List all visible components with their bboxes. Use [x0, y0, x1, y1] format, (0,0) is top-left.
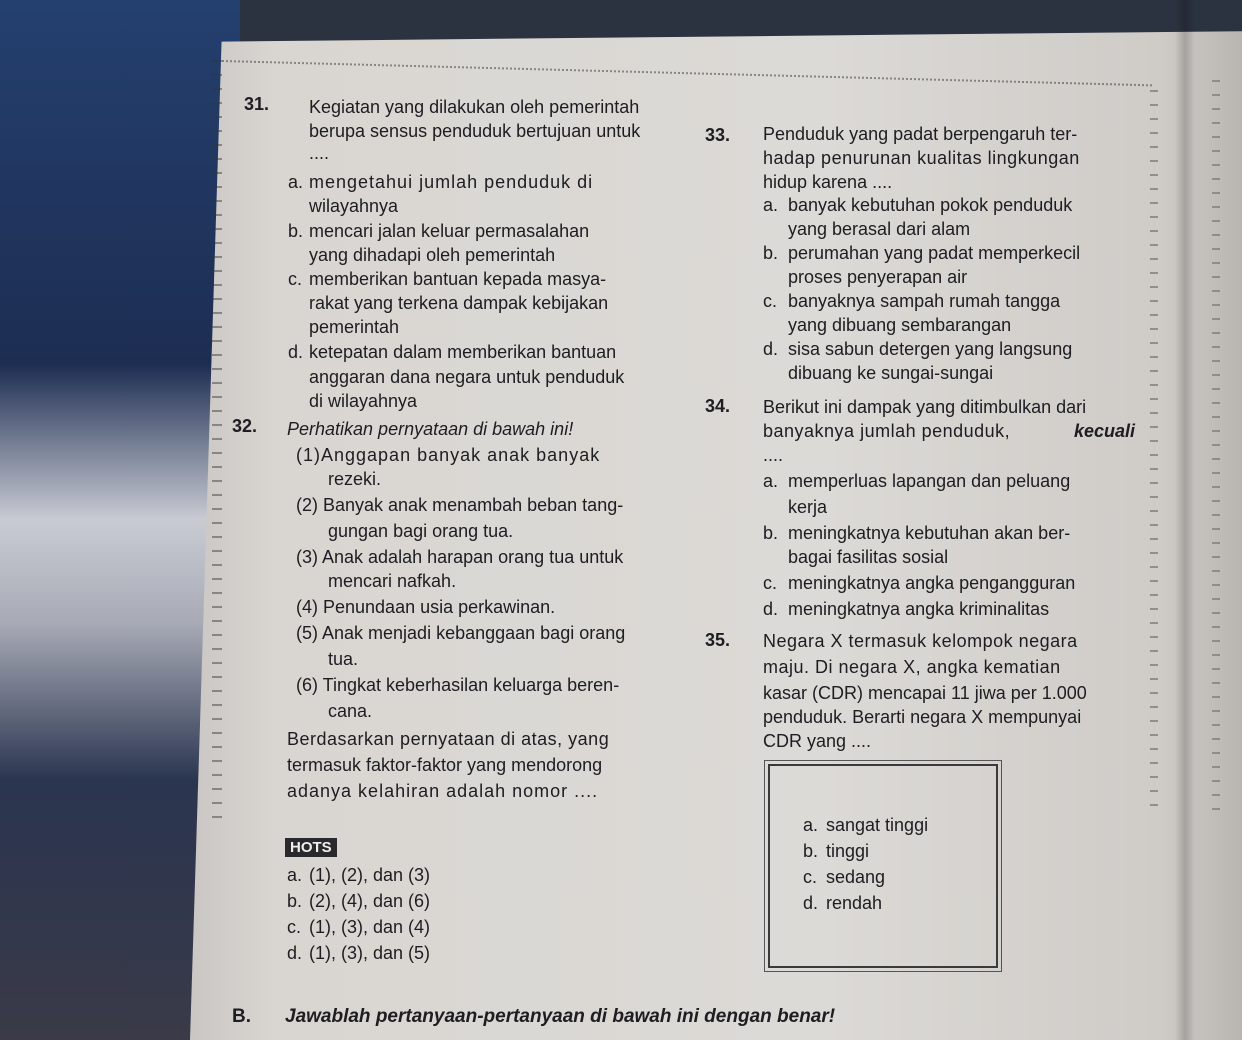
option-text: banyak kebutuhan pokok penduduk — [788, 195, 1073, 215]
option-text: sisa sabun detergen yang langsung — [788, 339, 1073, 359]
option-letter: d. — [803, 893, 819, 913]
option-text: yang dibuang sembarangan — [788, 315, 1012, 335]
option-text: mencari jalan keluar permasalahan — [309, 221, 590, 241]
question-stem-line: banyaknya jumlah penduduk, — [763, 421, 1011, 441]
question-number: 31. — [244, 94, 270, 114]
option-text: meningkatnya kebutuhan akan ber- — [788, 523, 1071, 543]
question-stem-line: kasar (CDR) mencapai 11 jiwa per 1.000 — [763, 683, 1087, 703]
option-letter: b. — [803, 841, 819, 861]
option-text: tinggi — [826, 841, 870, 861]
option-letter: c. — [287, 917, 302, 937]
question-line: Berdasarkan pernyataan di atas, yang — [287, 729, 610, 749]
option-text: meningkatnya angka kriminalitas — [788, 599, 1050, 619]
option-text: (1), (2), dan (3) — [309, 865, 431, 885]
question-stem-line: Penduduk yang padat berpengaruh ter- — [763, 124, 1078, 144]
option-text: anggaran dana negara untuk penduduk — [309, 367, 625, 387]
option-text: bagai fasilitas sosial — [788, 547, 949, 567]
question-number: 35. — [705, 630, 731, 650]
statement-line: mencari nafkah. — [328, 571, 457, 591]
statement-line: (2) Banyak anak menambah beban tang- — [296, 495, 624, 515]
option-text: (1), (3), dan (4) — [309, 917, 431, 937]
page-fold-shadow — [1175, 0, 1195, 1040]
option-text: sangat tinggi — [826, 815, 929, 835]
statement-line: gungan bagi orang tua. — [328, 521, 514, 541]
option-text: perumahan yang padat memperkecil — [788, 243, 1081, 263]
option-letter: a. — [803, 815, 819, 835]
option-letter: c. — [803, 867, 818, 887]
option-letter: d. — [287, 943, 303, 963]
decorative-border-next-page — [1212, 80, 1220, 820]
option-letter: d. — [288, 342, 304, 362]
statement-line: (3) Anak adalah harapan orang tua untuk — [296, 547, 624, 567]
question-stem-line: hadap penurunan kualitas lingkungan — [763, 148, 1080, 168]
option-letter: c. — [763, 291, 778, 311]
section-letter: B. — [232, 1006, 251, 1027]
option-letter: c. — [288, 269, 303, 289]
option-text: pemerintah — [309, 317, 400, 337]
question-line: termasuk faktor-faktor yang mendorong — [287, 755, 603, 775]
option-letter: c. — [763, 573, 778, 593]
option-text: kerja — [788, 497, 828, 517]
question-stem: Perhatikan pernyataan di bawah ini! — [287, 419, 574, 439]
statement-line: (1)Anggapan banyak anak banyak — [296, 445, 601, 465]
option-text: sedang — [826, 867, 886, 887]
statement-line: (4) Penundaan usia perkawinan. — [296, 597, 556, 617]
question-stem-line: Berikut ini dampak yang ditimbulkan dari — [763, 397, 1087, 417]
option-text: ketepatan dalam memberikan bantuan — [309, 342, 617, 362]
statement-line: tua. — [328, 649, 359, 669]
decorative-border-right — [1150, 90, 1158, 810]
option-text: meningkatnya angka pengangguran — [788, 573, 1076, 593]
option-text: rendah — [826, 893, 883, 913]
question-number: 33. — [705, 125, 731, 145]
option-letter: a. — [763, 471, 779, 491]
option-text: banyaknya sampah rumah tangga — [788, 291, 1061, 311]
option-letter: b. — [288, 221, 304, 241]
option-letter: d. — [763, 339, 779, 359]
option-text: (1), (3), dan (5) — [309, 943, 431, 963]
option-letter: a. — [288, 172, 304, 192]
option-text: (2), (4), dan (6) — [309, 891, 431, 911]
statement-line: rezeki. — [328, 469, 382, 489]
question-stem-line: .... — [309, 143, 330, 163]
question-stem-line: penduduk. Berarti negara X mempunyai — [763, 707, 1082, 727]
option-text: proses penyerapan air — [788, 267, 968, 287]
option-text: memberikan bantuan kepada masya- — [309, 269, 607, 289]
option-letter: d. — [763, 599, 779, 619]
option-text: yang dihadapi oleh pemerintah — [309, 245, 556, 265]
question-stem-line: hidup karena .... — [763, 172, 893, 192]
statement-line: (5) Anak menjadi kebanggaan bagi orang — [296, 623, 626, 643]
option-text: wilayahnya — [309, 196, 399, 216]
question-stem-line: CDR yang .... — [763, 731, 872, 751]
option-letter: b. — [763, 243, 779, 263]
option-letter: a. — [287, 865, 303, 885]
question-number: 32. — [232, 416, 258, 436]
option-letter: a. — [763, 195, 779, 215]
option-text: memperluas lapangan dan peluang — [788, 471, 1071, 491]
option-letter: b. — [287, 891, 303, 911]
statement-line: (6) Tingkat keberhasilan keluarga beren- — [296, 675, 620, 695]
decorative-border-left — [212, 60, 222, 820]
option-letter: b. — [763, 523, 779, 543]
emphasis-kecuali: kecuali — [1074, 421, 1136, 441]
hots-badge: HOTS — [285, 838, 337, 857]
section-instruction: Jawablah pertanyaan-pertanyaan di bawah ini dengan benar! — [285, 1006, 836, 1027]
option-text: mengetahui jumlah penduduk di — [309, 172, 594, 192]
question-stem-line: berupa sensus penduduk bertujuan untuk — [309, 121, 641, 141]
question-stem-line: Kegiatan yang dilakukan oleh pemerintah — [309, 97, 640, 117]
statement-line: cana. — [328, 701, 373, 721]
question-stem-line: .... — [763, 445, 784, 465]
option-text: yang berasal dari alam — [788, 219, 971, 239]
option-text: di wilayahnya — [309, 391, 418, 411]
option-text: rakat yang terkena dampak kebijakan — [309, 293, 609, 313]
option-text: dibuang ke sungai-sungai — [788, 363, 994, 383]
question-stem-line: maju. Di negara X, angka kematian — [763, 657, 1061, 677]
question-stem-line: Negara X termasuk kelompok negara — [763, 631, 1078, 651]
question-line: adanya kelahiran adalah nomor .... — [287, 781, 599, 801]
question-number: 34. — [705, 396, 731, 416]
